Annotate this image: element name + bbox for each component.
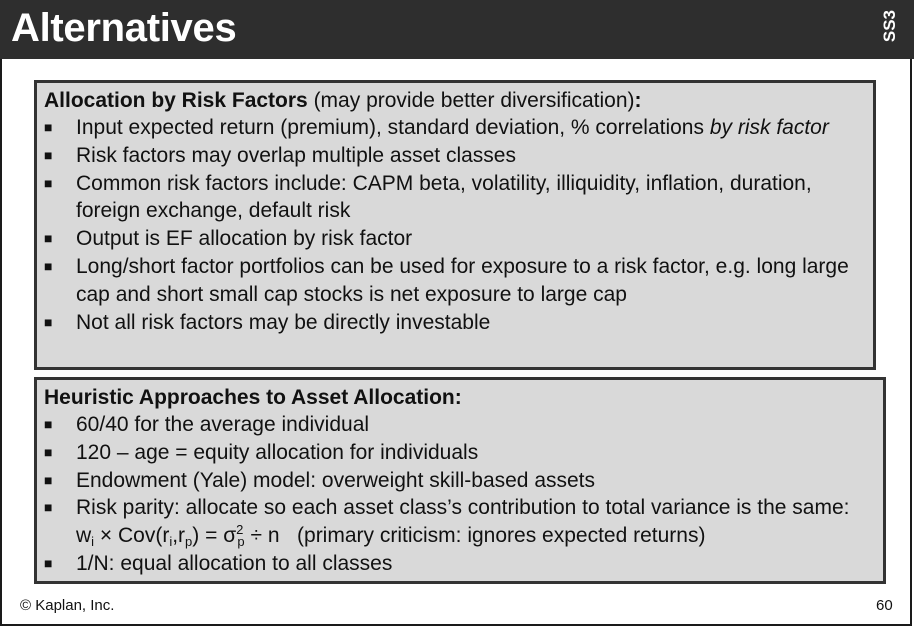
heuristic-box	[34, 377, 886, 584]
bullet-icon: ■	[44, 230, 53, 247]
list-item	[44, 114, 863, 142]
formula-sub-p2: p	[237, 534, 245, 550]
formula-sigma: ) = σ	[192, 524, 237, 548]
list-item	[44, 550, 873, 578]
list-item	[44, 309, 863, 337]
list-item	[44, 142, 863, 170]
formula-sub-p: p	[185, 534, 193, 550]
page-number: 60	[876, 597, 893, 614]
list-item-text: 1/N: equal allocation to all classes	[76, 551, 393, 575]
list-item	[44, 494, 873, 550]
bullet-icon: ■	[44, 499, 53, 516]
list-item-text: 120 – age = equity allocation for individuals	[76, 440, 479, 464]
formula-sub-i2: i	[169, 534, 173, 550]
slide-title: Alternatives	[11, 6, 237, 50]
risk-factors-heading-colon: :	[634, 89, 642, 112]
list-item-text: Long/short factor portfolios can be used for exposure to a risk factor, e.g. long large cap and short small cap stocks is net exposure to large cap	[76, 254, 849, 306]
slide-header	[0, 0, 914, 59]
list-item	[44, 225, 863, 253]
heuristic-heading-text: Heuristic Approaches to Asset Allocation:	[44, 386, 462, 409]
bullet-icon: ■	[44, 146, 53, 163]
list-item	[44, 411, 873, 439]
risk-factors-heading	[44, 87, 863, 114]
list-item	[44, 253, 863, 309]
list-item-text: 60/40 for the average individual	[76, 413, 370, 436]
bullet-icon: ■	[44, 443, 53, 460]
list-item	[44, 439, 873, 467]
formula-cov: × Cov(r	[94, 524, 170, 548]
copyright-text: © Kaplan, Inc.	[20, 597, 115, 614]
bullet-icon: ■	[44, 554, 53, 571]
heuristic-list	[44, 411, 873, 578]
bullet-icon: ■	[44, 257, 53, 274]
risk-factors-heading-bold: Allocation by Risk Factors	[44, 89, 308, 112]
list-item-text: Common risk factors include: CAPM beta, volatility, illiquidity, inflation, duration, foreign exchange, default risk	[76, 171, 812, 223]
list-item-text: Output is EF allocation by risk factor	[76, 227, 413, 251]
risk-factors-heading-rest: (may provide better diversification)	[307, 89, 635, 112]
list-item-text: Not all risk factors may be directly investable	[76, 310, 491, 334]
list-item	[44, 170, 863, 226]
list-item-text: Endowment (Yale) model: overweight skill-based assets	[76, 468, 596, 492]
risk-factors-list	[44, 114, 863, 336]
bullet-icon: ■	[44, 416, 53, 432]
list-item	[44, 467, 873, 495]
formula-w: w	[76, 524, 92, 548]
list-item-italic: by risk factor	[709, 116, 829, 139]
bullet-icon: ■	[44, 313, 53, 330]
formula-tail: ÷ n (primary criticism: ignores expected returns)	[244, 524, 706, 548]
heuristic-heading	[44, 384, 873, 411]
formula-comma: ,r	[172, 524, 186, 548]
bullet-icon: ■	[44, 119, 53, 135]
formula-sup-2: 2	[236, 522, 244, 538]
bullet-icon: ■	[44, 174, 53, 191]
risk-factors-box	[34, 80, 876, 370]
bullet-icon: ■	[44, 471, 53, 488]
list-item-text: Risk factors may overlap multiple asset classes	[76, 143, 516, 167]
formula-sub-i: i	[91, 534, 95, 550]
list-item-text: Risk parity: allocate so each asset class’s contribution to total variance is the same:	[76, 496, 850, 520]
list-item-text: Input expected return (premium), standard deviation, % correlations	[76, 116, 710, 139]
section-tag: SS3	[880, 10, 899, 43]
